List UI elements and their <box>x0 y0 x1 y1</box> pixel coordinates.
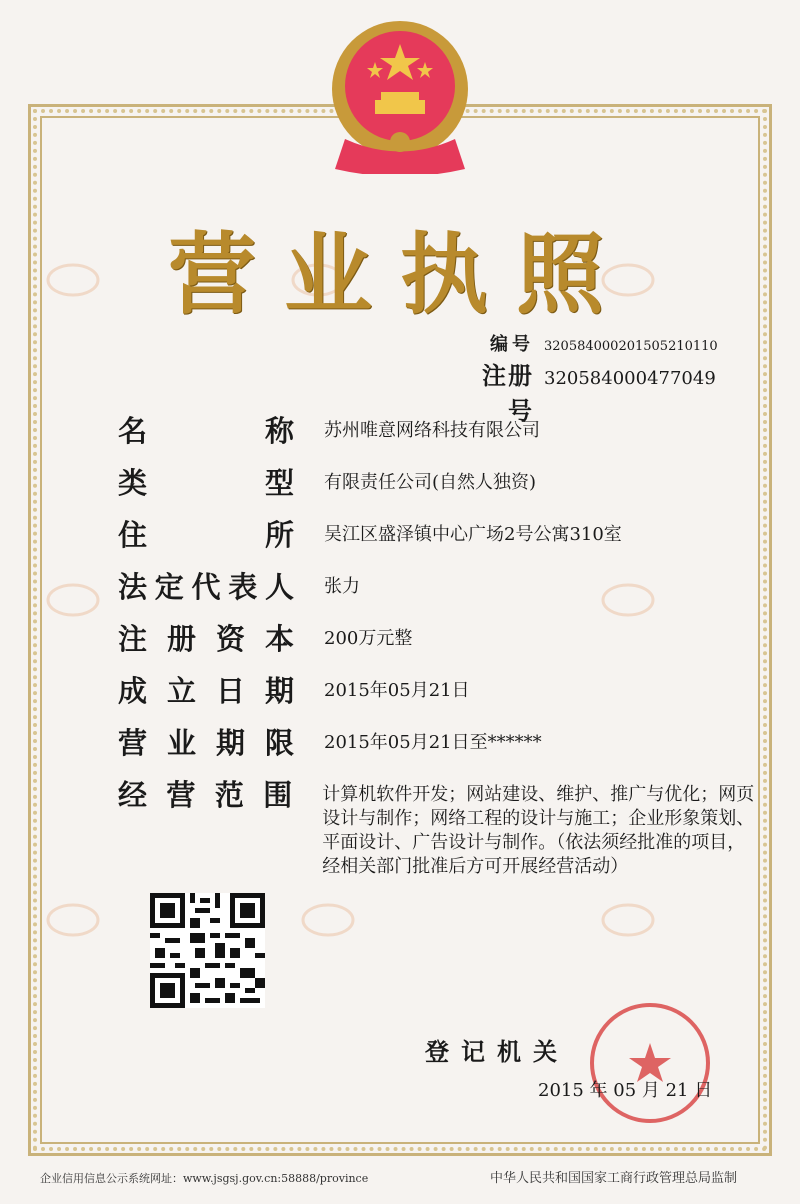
field-capital <box>118 620 758 672</box>
qr-code-icon[interactable] <box>150 893 265 1008</box>
watermark-logo <box>600 900 656 940</box>
watermark-logo <box>45 580 101 620</box>
field-value: 张力 <box>324 576 360 597</box>
field-label: 注 册 资 本 <box>118 622 294 656</box>
field-type <box>118 464 758 516</box>
field-address <box>118 516 758 568</box>
field-label: 营 业 期 限 <box>118 726 294 760</box>
field-legal-rep <box>118 568 758 620</box>
registration-value: 320584000477049 <box>544 368 716 389</box>
watermark-logo <box>45 900 101 940</box>
field-value: 吴江区盛泽镇中心广场2号公寓310室 <box>324 524 622 545</box>
field-value: 苏州唯意网络科技有限公司 <box>324 420 540 441</box>
number-row <box>478 330 718 356</box>
field-value: 2015年05月21日至****** <box>324 732 542 753</box>
official-seal-icon <box>585 998 715 1128</box>
national-emblem-icon <box>325 14 475 174</box>
field-value: 200万元整 <box>324 628 413 649</box>
field-scope <box>118 776 758 879</box>
issuing-authority: 登记机关 <box>425 1038 569 1066</box>
field-label: 法 定 代 表 人 <box>118 570 294 604</box>
registration-label: 注册号 <box>482 362 534 425</box>
number-label: 编号 <box>490 334 534 355</box>
field-value: 有限责任公司(自然人独资) <box>324 472 537 493</box>
field-value: 2015年05月21日 <box>324 680 470 701</box>
registration-row <box>478 356 718 425</box>
field-label: 名 称 <box>118 414 294 448</box>
field-label: 类 型 <box>118 466 294 500</box>
field-term <box>118 724 758 776</box>
watermark-logo <box>300 900 356 940</box>
field-name <box>118 412 758 464</box>
footer-website: 企业信用信息公示系统网址：www.jsgsj.gov.cn:58888/province <box>40 1172 369 1185</box>
number-value: 320584000201505210110 <box>544 339 718 354</box>
field-established <box>118 672 758 724</box>
field-label: 住 所 <box>118 518 294 552</box>
serial-block <box>478 330 718 425</box>
issue-date: 2015 年 05 月 21 日 <box>538 1080 713 1101</box>
field-value: 计算机软件开发；网站建设、维护、推广与优化；网页设计与制作；网络工程的设计与施工；企业形象策划、平面设计、广告设计与制作。（依法须经批准的项目，经相关部门批准后方可开展经营活动） <box>322 784 755 877</box>
field-label: 经 营 范 围 <box>118 778 293 812</box>
field-label: 成 立 日 期 <box>118 674 294 708</box>
page-title: 营业执照 <box>167 223 632 326</box>
license-fields <box>118 412 758 879</box>
footer-issuer: 中华人民共和国国家工商行政管理总局监制 <box>490 1171 738 1186</box>
